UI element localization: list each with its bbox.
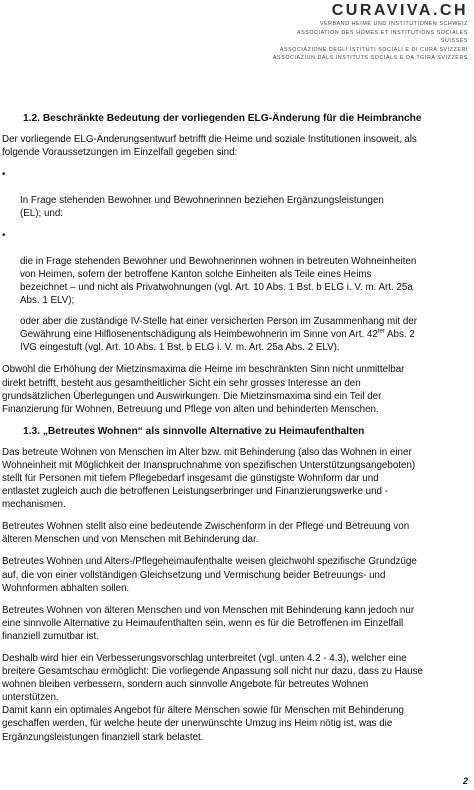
- logo-line-2: ASSOCIATION DES HOMES ET INSTITUTIONS SOCIALES SUISSES: [296, 29, 468, 44]
- bullet-icon: •: [2, 229, 6, 241]
- paragraph-1: Das betreute Wohnen von Menschen im Alter bzw. mit Behinderung (also das Wohnen in einer Wohneinheit mit Möglichkeit der Inanspruchnahme von spezifischen Unterstützungsangeboten) stellt für Personen mit tiefem Pflegebedarf insgesamt die günstigste Wohnform dar und entlastet zugleich auch die betroffenen Leistungserbringer und Finanzierungswerke und - mechanismen.: [2, 446, 416, 511]
- list-item: [0, 168, 474, 220]
- paragraph-or-text-a: oder aber die zuständige IV-Stelle hat einer versicherten Person im Zusammenhang mit der Gewährung eine Hilflosenentschädigung als Heimbewohnerin im Sinne von Art. 42: [20, 316, 417, 341]
- paragraph-intro: Der vorliegende ELG-Änderungsentwurf betrifft die Heime und soziale Institutionen insoweit, als folgende Voraussetzungen im Einzelfall gegeben sind:: [2, 134, 417, 159]
- paragraph-5: Deshalb wird hier ein Verbesserungsvorschlag unterbreitet (vgl. unten 4.2 - 4.3), welcher eine breitere Gesamtschau ermöglicht: Die vorliegende Anpassung soll nicht nur dazu, dass zu Hause wohnen bleiben verbessern, sondern auch sinnvolle Angebote für betreutes Wohnen unterstützen. Damit kann ein optimales Angebot für ältere Menschen sowie für Menschen mit Behinderung geschaffen werden, für welche heute der unerwünschte Umzug ins Heim nötig ist, was die Ergänzungsleistungen finanziell stark belastet.: [2, 653, 423, 743]
- curaviva-logo: [268, 2, 468, 63]
- document-body: [0, 112, 474, 753]
- section-heading-1-2: 1.2. Beschränkte Bedeutung der vorliegenden ELG-Änderung für die Heimbranche: [23, 113, 422, 124]
- superscript-ter: ter: [377, 328, 385, 335]
- list-item-text: die in Frage stehenden Bewohner und Bewohnerinnen wohnen in betreuten Wohneinheiten von Heimen, sofern der betroffene Kanton solche Einheiten als Teile eines Heims bezeichnet – und nicht als Privatwohnungen (vgl. Art. 10 Abs. 1 Bst. b ELG i. V. m. Art. 25a Abs. 1 ELV);: [20, 255, 417, 307]
- paragraph-or-text-b: Abs. 2 IVG eingestuft (vgl. Art. 10 Abs. 1 Bst. b ELG i. V. m. Art. 25a Abs. 2 ELV).: [20, 329, 415, 354]
- paragraph-closing: Obwohl die Erhöhung der Mietzinsmaxima die Heime im beschränkten Sinn nicht unmittelbar direkt betrifft, besteht aus gesamtheitlicher Sicht ein sehr grosses Interesse an den grundsätzlichen Überlegungen und Auswirkungen. Die Mietzinsmaxima sind ein Teil der Finanzierung für Wohnen, Betreuung und Pflege von alten und behinderten Menschen.: [2, 364, 405, 415]
- logo-line-4: ASSOCIAZIUN DALS INSTITUTS SOCIALS E DA TGIRA SVIZZERS: [272, 55, 468, 61]
- paragraph-2: Betreutes Wohnen stellt also eine bedeutende Zwischenform in der Pflege und Betreuung von älteren Menschen und von Menschen mit Behinderung dar.: [2, 521, 410, 546]
- paragraph-4: Betreutes Wohnen von älteren Menschen und von Menschen mit Behinderung kann jedoch nur eine sinnvolle Alternative zu Heimaufenthalten sein, wenn es für die Betroffenen im Einzelfall finanziell zumutbar ist.: [2, 604, 415, 642]
- list-item: [0, 229, 474, 308]
- paragraph-3: Betreutes Wohnen und Alters-/Pflegeheimaufenthalte weisen gleichwohl spezifische Grundzüge auf, die von einer vollständigen Gleichsetzung und Vermischung beider Betreuungs- und Wohnformen abhalten sollen.: [2, 556, 417, 594]
- logo-wordmark: CURAVIVA.CH: [331, 2, 468, 19]
- logo-line-3: ASSOCIAZIONE DEGLI ISTITUTI SOCIALI E DI CURA SVIZZERI: [279, 46, 468, 53]
- logo-line-1: VERBAND HEIME UND INSTITUTIONEN SCHWEIZ: [319, 21, 468, 27]
- paragraph-or: [0, 315, 474, 354]
- bullet-icon: •: [2, 169, 6, 181]
- list-item-text: In Frage stehenden Bewohner und Bewohnerinnen beziehen Ergänzungsleistungen (EL); und:: [20, 195, 384, 220]
- page-number: 2: [462, 776, 468, 786]
- section-heading-1-3: 1.3. „Betreutes Wohnen“ als sinnvolle Alternative zu Heimaufenthalten: [23, 425, 365, 437]
